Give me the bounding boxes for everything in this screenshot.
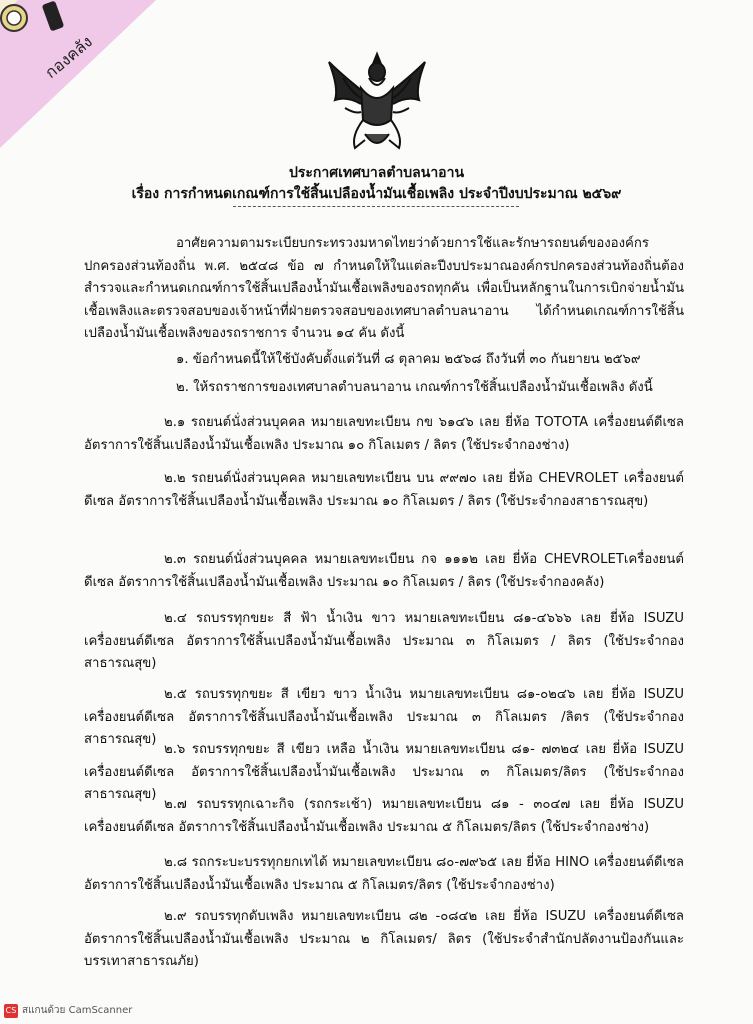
vehicle-item-2-3: ๒.๓ รถยนต์นั่งส่วนบุคคล หมายเลขทะเบียน กจ ๑๑๑๒ เลย ยี่ห้อ CHEVROLETเครื่องยนต์ดีเซล อัตราการใช้สิ้นเปลืองน้ำมันเชื้อเพลิง ประมาณ ๑๐ กิโลเมตร / ลิตร (ใช้ประจำกองคลัง) [84,552,684,590]
vehicle-item-2-9: ๒.๙ รถบรรทุกดับเพลิง หมายเลขทะเบียน ๘๒ -๐๘๔๒ เลย ยี่ห้อ ISUZU เครื่องยนต์ดีเซล อัตราการใช้สิ้นเปลืองน้ำมันเชื้อเพลิง ประมาณ ๒ กิโลเมตร/ ลิตร (ใช้ประจำสำนักปลัดงานป้องกันและบรรเทาสาธารณภัย) [84,909,684,969]
vehicle-item-2-1: ๒.๑ รถยนต์นั่งส่วนบุคคล หมายเลขทะเบียน กข ๖๑๔๖ เลย ยี่ห้อ TOTOTA เครื่องยนต์ดีเซล อัตราการใช้สิ้นเปลืองน้ำมันเชื้อเพลิง ประมาณ ๑๐ กิโลเมตร / ลิตร (ใช้ประจำกองช่าง) [84,415,684,453]
vehicle-item-2-5: ๒.๕ รถบรรทุกขยะ สี เขียว ขาว น้ำเงิน หมายเลขทะเบียน ๘๑-๐๒๔๖ เลย ยี่ห้อ ISUZU เครื่องยนต์ดีเซล อัตราการใช้สิ้นเปลืองน้ำมันเชื้อเพลิง ประมาณ ๓ กิโลเมตร /ลิตร (ใช้ประจำกองสาธารณสุข) [84,687,684,747]
scanner-watermark-text: สแกนด้วย CamScanner [22,1005,133,1016]
vehicle-item-2-2: ๒.๒ รถยนต์นั่งส่วนบุคคล หมายเลขทะเบียน บน ๙๙๗๐ เลย ยี่ห้อ CHEVROLET เครื่องยนต์ดีเซล อัตราการใช้สิ้นเปลืองน้ำมันเชื้อเพลิง ประมาณ ๑๐ กิโลเมตร / ลิตร (ใช้ประจำกองสาธารณสุข) [84,471,684,509]
vehicle-item-2-4: ๒.๔ รถบรรทุกขยะ สี ฟ้า น้ำเงิน ขาว หมายเลขทะเบียน ๘๑-๔๖๖๖ เลย ยี่ห้อ ISUZU เครื่องยนต์ดีเซล อัตราการใช้สิ้นเปลืองน้ำมันเชื้อเพลิง ประมาณ ๓ กิโลเมตร / ลิตร (ใช้ประจำกองสาธารณสุข) [84,611,684,671]
vehicle-item-2-6: ๒.๖ รถบรรทุกขยะ สี เขียว เหลือ น้ำเงิน หมายเลขทะเบียน ๘๑- ๗๓๒๔ เลย ยี่ห้อ ISUZU เครื่องยนต์ดีเซล อัตราการใช้สิ้นเปลืองน้ำมันเชื้อเพลิง ประมาณ ๓ กิโลเมตร/ลิตร (ใช้ประจำกองสาธารณสุข) [84,742,684,802]
garuda-emblem-icon [321,48,433,158]
announcement-subject: เรื่อง การกำหนดเกณฑ์การใช้สิ้นเปลืองน้ำมันเชื้อเพลิง ประจำปีงบประมาณ ๒๕๖๙ [131,186,622,202]
header-divider [233,206,519,207]
clause-2: ๒. ให้รถราชการของเทศบาลตำบลนาอาน เกณฑ์การใช้สิ้นเปลืองน้ำมันเชื้อเพลิง ดังนี้ [176,380,653,395]
department-stamp-tab [0,0,170,150]
scanner-watermark [4,1003,132,1018]
pink-tab-shape [0,0,170,150]
announcement-title: ประกาศเทศบาลตำบลนาอาน [288,165,465,181]
camscanner-icon: CS [4,1004,18,1018]
intro-paragraph: อาศัยความตามระเบียบกระทรวงมหาดไทยว่าด้วยการใช้และรักษารถยนต์ขององค์กรปกครองส่วนท้องถิ่น พ.ศ. ๒๕๔๘ ข้อ ๗ กำหนดให้ในแต่ละปีงบประมาณองค์กรปกครองส่วนท้องถิ่นต้องสำรวจและกำหนดเกณฑ์การใช้สิ้นเปลืองน้ำมันเชื้อเพลิงของรถทุกคัน เพื่อเป็นหลักฐานในการเบิกจ่ายน้ำมันเชื้อเพลิงและตรวจสอบของเจ้าหน้าที่ฝ่ายตรวจสอบของเทศบาลตำบลนาอาน ได้กำหนดเกณฑ์การใช้สิ้นเปลืองน้ำมันเชื้อเพลิงของรถราชการ จำนวน ๑๔ คัน ดังนี้ [84,236,684,341]
vehicle-item-2-7: ๒.๗ รถบรรทุกเฉาะกิจ (รถกระเช้า) หมายเลขทะเบียน ๘๑ - ๓๐๔๗ เลย ยี่ห้อ ISUZU เครื่องยนต์ดีเซล อัตราการใช้สิ้นเปลืองน้ำมันเชื้อเพลิง ประมาณ ๕ กิโลเมตร/ลิตร (ใช้ประจำกองช่าง) [84,797,684,835]
stamp-label: กองคลัง [41,31,96,83]
vehicle-item-2-8: ๒.๘ รถกระบะบรรทุกยกเทได้ หมายเลขทะเบียน ๘๐-๗๙๖๕ เลย ยี่ห้อ HINO เครื่องยนต์ดีเซล อัตราการใช้สิ้นเปลืองน้ำมันเชื้อเพลิง ประมาณ ๕ กิโลเมตร/ลิตร (ใช้ประจำกองช่าง) [84,855,684,893]
clause-1: ๑. ข้อกำหนดนี้ให้ใช้บังคับตั้งแต่วันที่ ๘ ตุลาคม ๒๕๖๘ ถึงวันที่ ๓๐ กันยายน ๒๕๖๙ [176,352,641,367]
